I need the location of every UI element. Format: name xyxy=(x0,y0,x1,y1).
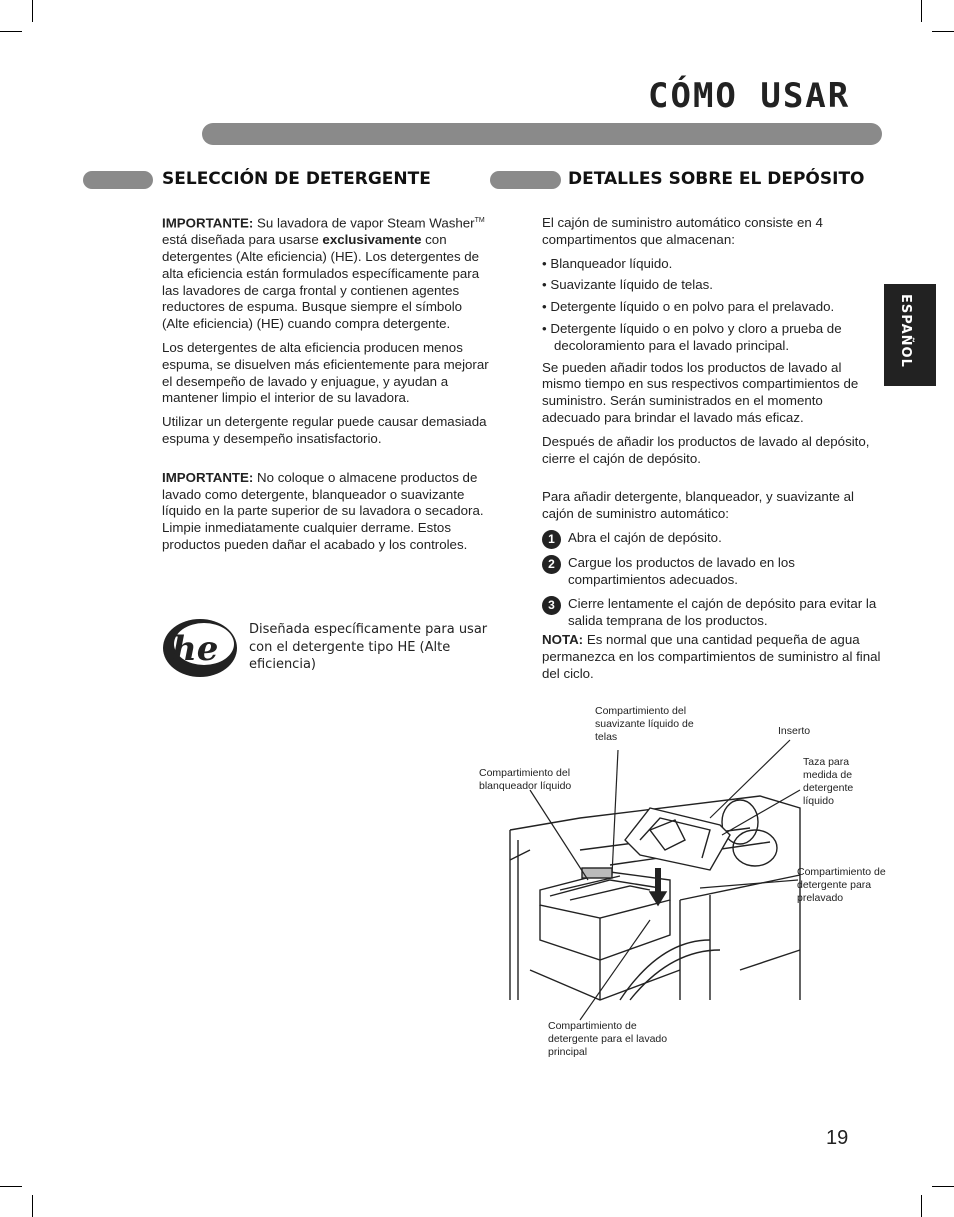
label-bleach: Compartimiento del blanqueador líquido xyxy=(479,767,572,792)
list-item: • Detergente líquido o en polvo para el prelavado. xyxy=(542,299,835,315)
paragraph: Se pueden añadir todos los productos de lavado al mismo tiempo en sus respectivos compartimientos de suministro. Serán suministrados en el momento adecuado para brindar el lavado más eficaz. xyxy=(542,359,859,425)
step-3 xyxy=(542,596,882,630)
crop-mark xyxy=(32,1195,33,1217)
important-label: IMPORTANTE: xyxy=(162,215,254,231)
crop-mark xyxy=(921,0,922,22)
page-title: CÓMO USAR xyxy=(648,76,851,116)
step-text: Cierre lentamente el cajón de depósito para evitar la salida temprana de los productos. xyxy=(568,596,877,629)
crop-mark xyxy=(932,31,954,32)
section-pill xyxy=(490,171,561,189)
step-number: 2 xyxy=(542,555,561,574)
step-1 xyxy=(542,530,882,547)
important-paragraph xyxy=(162,213,492,333)
section-heading-detergent: SELECCIÓN DE DETERGENTE xyxy=(162,169,431,189)
paragraph: Después de añadir los productos de lavado al depósito, cierre el cajón de depósito. xyxy=(542,433,870,466)
label-prewash: Compartimiento de detergente para prelavado xyxy=(797,866,886,904)
text-span: con detergentes (Alte eficiencia) (HE). Los detergentes de alta eficiencia están formulados específicamente para las lavadores de carga frontal y contienen agentes reductores de espuma. Busque siempre el símbolo (Alte eficiencia) (HE) cuando compra detergente. xyxy=(162,232,480,332)
crop-mark xyxy=(32,0,33,22)
step-2 xyxy=(542,555,882,589)
section-heading-dispenser: DETALLES SOBRE EL DEPÓSITO xyxy=(568,169,865,189)
label-insert: Inserto xyxy=(778,725,811,737)
emphasis: exclusivamente xyxy=(322,232,422,248)
label-softener: Compartimiento del suavizante líquido de telas xyxy=(595,705,694,743)
important-label: IMPORTANTE: xyxy=(162,469,254,485)
label-cup: Taza para medida de detergente líquido xyxy=(803,756,854,807)
text-span: está diseñada para usarse xyxy=(162,232,323,248)
crop-mark xyxy=(932,1186,954,1187)
step-text: Cargue los productos de lavado en los compartimientos adecuados. xyxy=(568,554,795,587)
note-label: NOTA: xyxy=(542,631,584,647)
trademark: TM xyxy=(474,217,485,224)
list-item: • Suavizante líquido de telas. xyxy=(542,277,713,293)
paragraph: Utilizar un detergente regular puede causar demasiada espuma y desempeño insatisfactorio. xyxy=(162,414,487,446)
list-item: • Blanqueador líquido. xyxy=(542,255,673,271)
step-text: Abra el cajón de depósito. xyxy=(568,529,722,545)
header-bar xyxy=(202,123,882,145)
paragraph: Para añadir detergente, blanqueador, y suavizante al cajón de suministro automático: xyxy=(542,489,854,522)
crop-mark xyxy=(921,1195,922,1217)
section-pill xyxy=(83,171,153,189)
label-mainwash: Compartimiento de detergente para el lavado principal xyxy=(548,1020,668,1058)
language-tab xyxy=(884,284,936,386)
list-item: • Detergente líquido o en polvo y cloro a prueba de decoloramiento para el lavado principal. xyxy=(542,320,842,353)
note-paragraph xyxy=(542,632,882,682)
text-span: Su lavadora de vapor Steam Washer xyxy=(253,215,475,231)
paragraph: El cajón de suministro automático consiste en 4 compartimentos que almacenan: xyxy=(542,215,823,247)
language-tab-label: ESPAÑOL xyxy=(898,294,913,368)
crop-mark xyxy=(0,31,22,32)
page-number: 19 xyxy=(826,1127,849,1149)
text-span: No coloque o almacene productos de lavado como detergente, blanqueador o suavizante líquido en la parte superior de su lavadora o secadora. Limpie inmediatamente cualquier derrame. Estos productos pueden dañar el acabado y los controles. xyxy=(162,469,484,552)
crop-mark xyxy=(0,1186,22,1187)
right-column xyxy=(542,215,882,689)
he-caption: Diseñada específicamente para usar con el detergente tipo HE (Alte eficiencia) xyxy=(249,622,488,672)
text-span: Es normal que una cantidad pequeña de agua permanezca en los compartimientos de suministro al final del ciclo. xyxy=(542,631,881,681)
left-column xyxy=(162,213,492,561)
he-logo xyxy=(162,618,238,683)
he-logo-text: he xyxy=(172,629,219,669)
important-paragraph-2 xyxy=(162,470,492,554)
step-number: 3 xyxy=(542,596,561,615)
paragraph: Los detergentes de alta eficiencia producen menos espuma, se disuelven más eficientemente para mejorar el desempeño de lavado y enjuague, y ayudan a mantener limpio el interior de su lavadora. xyxy=(162,340,489,406)
step-number: 1 xyxy=(542,530,561,549)
